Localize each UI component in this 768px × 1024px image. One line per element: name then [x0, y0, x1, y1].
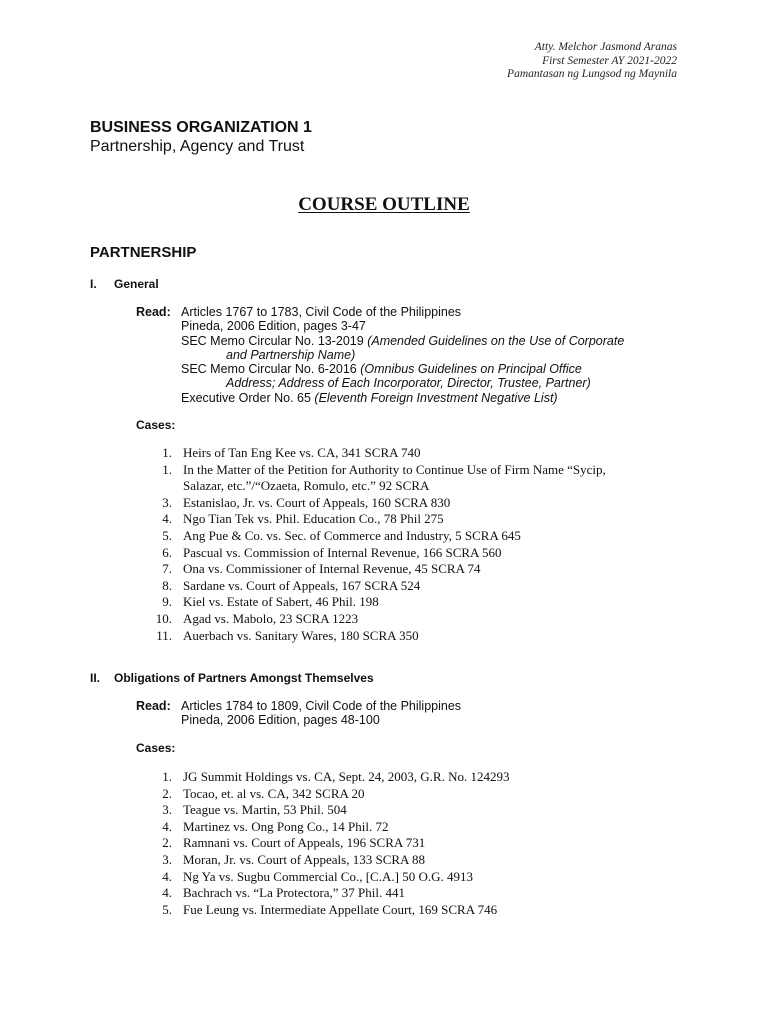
reading-item-continued: and Partnership Name) — [226, 347, 356, 362]
case-item: 4. Bachrach vs. “La Protectora,” 37 Phil. 441 — [162, 885, 406, 901]
course-subtitle: Partnership, Agency and Trust — [90, 138, 305, 155]
case-item-continued: Salazar, etc.”/“Ozaeta, Romulo, etc.” 92 SCRA — [183, 478, 430, 494]
section-heading — [90, 671, 374, 685]
reading-item: SEC Memo Circular No. 13-2019 (Amended Guidelines on the Use of Corporate — [181, 333, 625, 348]
case-item: 3. Estanislao, Jr. vs. Court of Appeals, 160 SCRA 830 — [162, 494, 451, 510]
reading-item: Pineda, 2006 Edition, pages 48-100 — [181, 713, 380, 728]
outline-heading: COURSE OUTLINE — [298, 194, 470, 215]
header-semester: First Semester AY 2021-2022 — [542, 54, 677, 67]
reading-item: Articles 1784 to 1809, Civil Code of the Philippines — [181, 699, 462, 713]
case-item: 4. Martinez vs. Ong Pong Co., 14 Phil. 72 — [162, 818, 389, 834]
case-item: 10. Agad vs. Mabolo, 23 SCRA 1223 — [155, 610, 359, 626]
case-item: 5. Ang Pue & Co. vs. Sec. of Commerce and Industry, 5 SCRA 645 — [162, 527, 521, 543]
read-label: Read: — [136, 305, 171, 319]
case-item: 3. Moran, Jr. vs. Court of Appeals, 133 SCRA 88 — [162, 851, 425, 867]
header-author: Atty. Melchor Jasmond Aranas — [534, 41, 677, 53]
section-number: I. — [90, 277, 97, 291]
case-item: 1. JG Summit Holdings vs. CA, Sept. 24, 2003, G.R. No. 124293 — [162, 769, 510, 784]
cases-label: Cases: — [136, 741, 176, 755]
course-title: BUSINESS ORGANIZATION 1 — [90, 119, 312, 136]
section-heading — [90, 277, 159, 291]
case-item: 11. Auerbach vs. Sanitary Wares, 180 SCRA 350 — [156, 627, 419, 643]
case-list — [150, 769, 690, 918]
case-item: 2. Tocao, et. al vs. CA, 342 SCRA 20 — [162, 785, 365, 801]
reading-item: Pineda, 2006 Edition, pages 3-47 — [181, 319, 366, 334]
case-item: 2. Ramnani vs. Court of Appeals, 196 SCRA 731 — [162, 835, 426, 851]
case-item: 9. Kiel vs. Estate of Sabert, 46 Phil. 198 — [162, 594, 379, 610]
reading-item: Executive Order No. 65 (Eleventh Foreign Investment Negative List) — [181, 390, 558, 405]
header-university: Pamantasan ng Lungsod ng Maynila — [507, 68, 677, 80]
reading-list — [136, 305, 696, 405]
section-title: General — [114, 277, 159, 291]
case-item: 3. Teague vs. Martin, 53 Phil. 504 — [162, 802, 347, 818]
case-item: 6. Pascual vs. Commission of Internal Revenue, 166 SCRA 560 — [162, 544, 502, 560]
read-label: Read: — [136, 699, 171, 713]
part-heading: PARTNERSHIP — [90, 244, 197, 261]
reading-list — [136, 699, 696, 728]
case-item: 4. Ng Ya vs. Sugbu Commercial Co., [C.A.] 50 O.G. 4913 — [162, 868, 473, 884]
reading-item: SEC Memo Circular No. 6-2016 (Omnibus Guidelines on Principal Office — [181, 362, 582, 377]
case-item: 4. Ngo Tian Tek vs. Phil. Education Co., 78 Phil 275 — [162, 511, 444, 527]
section-title: Obligations of Partners Amongst Themselves — [114, 671, 374, 685]
case-item: 8. Sardane vs. Court of Appeals, 167 SCRA 524 — [162, 577, 421, 593]
case-item: 7. Ona vs. Commissioner of Internal Revenue, 45 SCRA 74 — [162, 561, 481, 577]
case-list — [150, 445, 690, 644]
reading-item: Articles 1767 to 1783, Civil Code of the Philippines — [181, 305, 462, 319]
case-item: 1. In the Matter of the Petition for Authority to Continue Use of Firm Name “Sycip, — [162, 461, 606, 477]
case-item: 1. Heirs of Tan Eng Kee vs. CA, 341 SCRA 740 — [162, 445, 421, 460]
cases-label: Cases: — [136, 418, 176, 432]
section-number: II. — [90, 671, 101, 685]
case-item: 5. Fue Leung vs. Intermediate Appellate Court, 169 SCRA 746 — [162, 901, 498, 917]
reading-item-continued: Address; Address of Each Incorporator, Director, Trustee, Partner) — [226, 376, 591, 391]
document-header — [507, 41, 677, 82]
